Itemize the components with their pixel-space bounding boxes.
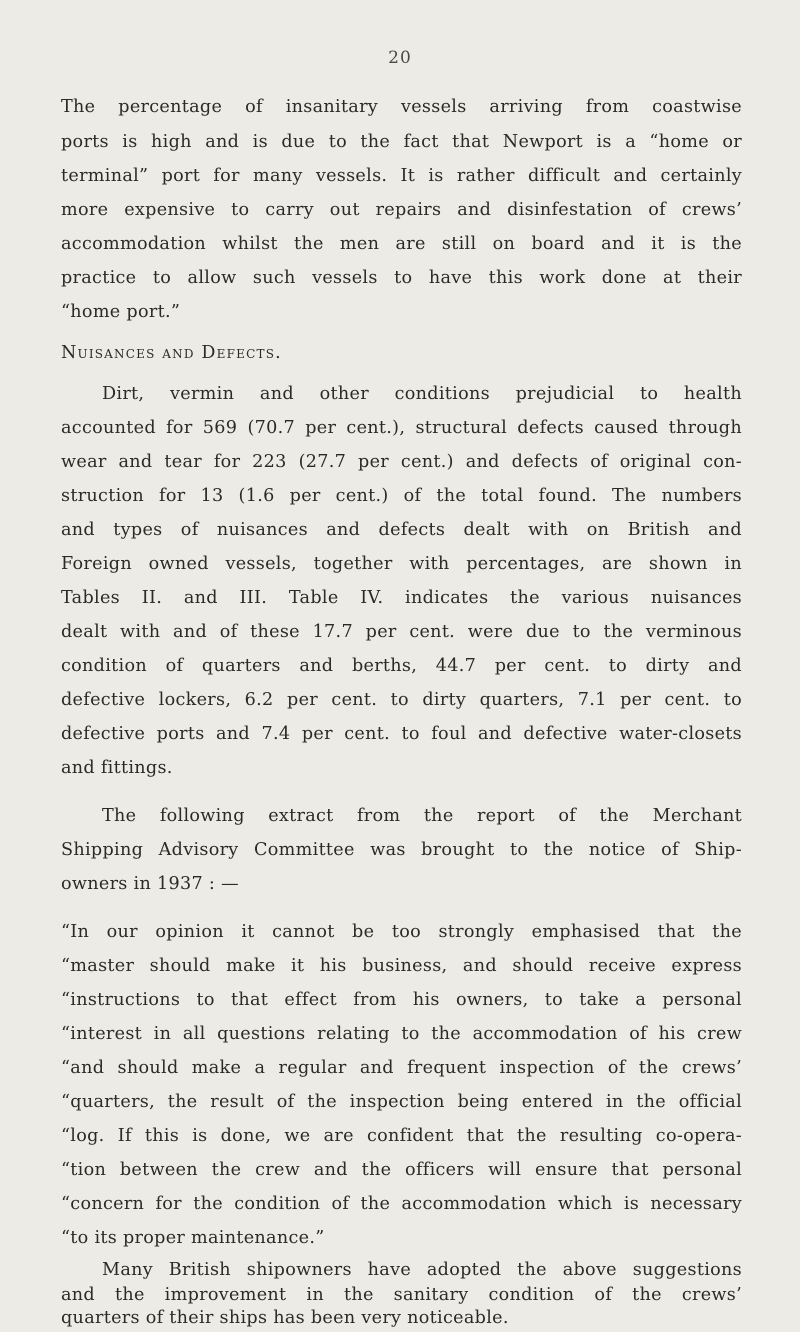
- paragraph-1-line: ports is high and is due to the fact that Newport is a “home or: [61, 132, 742, 152]
- paragraph-2-line: Tables II. and III. Table IV. indicates the various nuisances: [61, 588, 742, 608]
- paragraph-3-line: owners in 1937 : —: [61, 874, 239, 894]
- paragraph-2-line: Foreign owned vessels, together with percentages, are shown in: [61, 554, 742, 574]
- quotation-line: “In our opinion it cannot be too strongly emphasised that the: [61, 922, 742, 942]
- paragraph-2-line: accounted for 569 (70.7 per cent.), structural defects caused through: [61, 418, 742, 438]
- quotation-line: “log. If this is done, we are confident that the resulting co-opera-: [61, 1126, 742, 1146]
- paragraph-2-line: Dirt, vermin and other conditions prejudicial to health: [102, 384, 742, 404]
- paragraph-3-line: Shipping Advisory Committee was brought to the notice of Ship-: [61, 840, 742, 860]
- quotation-line: “interest in all questions relating to the accommodation of his crew: [61, 1024, 742, 1044]
- paragraph-2-line: and types of nuisances and defects dealt with on British and: [61, 520, 742, 540]
- quotation-line: “quarters, the result of the inspection being entered in the official: [61, 1092, 742, 1112]
- paragraph-1-line: accommodation whilst the men are still on board and it is the: [61, 234, 742, 254]
- paragraph-1-line: practice to allow such vessels to have this work done at their: [61, 268, 742, 288]
- paragraph-2-line: defective lockers, 6.2 per cent. to dirty quarters, 7.1 per cent. to: [61, 690, 742, 710]
- paragraph-2-line: and fittings.: [61, 758, 173, 778]
- quotation-line: “concern for the condition of the accommodation which is necessary: [61, 1194, 742, 1214]
- paragraph-2-line: condition of quarters and berths, 44.7 per cent. to dirty and: [61, 656, 742, 676]
- paragraph-1-line: terminal” port for many vessels. It is rather difficult and certainly: [61, 166, 742, 186]
- paragraph-1-line: The percentage of insanitary vessels arriving from coastwise: [61, 97, 742, 117]
- section-heading: Nuisances and Defects.: [61, 343, 282, 363]
- paragraph-4-line: and the improvement in the sanitary condition of the crews’: [61, 1285, 742, 1305]
- quotation-line: “master should make it his business, and should receive express: [61, 956, 742, 976]
- paragraph-2-line: wear and tear for 223 (27.7 per cent.) and defects of original con-: [61, 452, 742, 472]
- page-number: 20: [388, 48, 412, 68]
- quotation-line: “instructions to that effect from his owners, to take a personal: [61, 990, 742, 1010]
- paragraph-1-line: more expensive to carry out repairs and disinfestation of crews’: [61, 200, 742, 220]
- paragraph-3-line: The following extract from the report of the Merchant: [102, 806, 742, 826]
- paragraph-4-line: quarters of their ships has been very noticeable.: [61, 1308, 509, 1328]
- paragraph-2-line: struction for 13 (1.6 per cent.) of the total found. The numbers: [61, 486, 742, 506]
- paragraph-4-line: Many British shipowners have adopted the above suggestions: [102, 1260, 742, 1280]
- quotation-line: “to its proper maintenance.”: [61, 1228, 325, 1248]
- paragraph-2-line: defective ports and 7.4 per cent. to foul and defective water-closets: [61, 724, 742, 744]
- quotation-line: “and should make a regular and frequent inspection of the crews’: [61, 1058, 742, 1078]
- paragraph-1-line: “home port.”: [61, 302, 181, 322]
- paragraph-2-line: dealt with and of these 17.7 per cent. were due to the verminous: [61, 622, 742, 642]
- quotation-line: “tion between the crew and the officers will ensure that personal: [61, 1160, 742, 1180]
